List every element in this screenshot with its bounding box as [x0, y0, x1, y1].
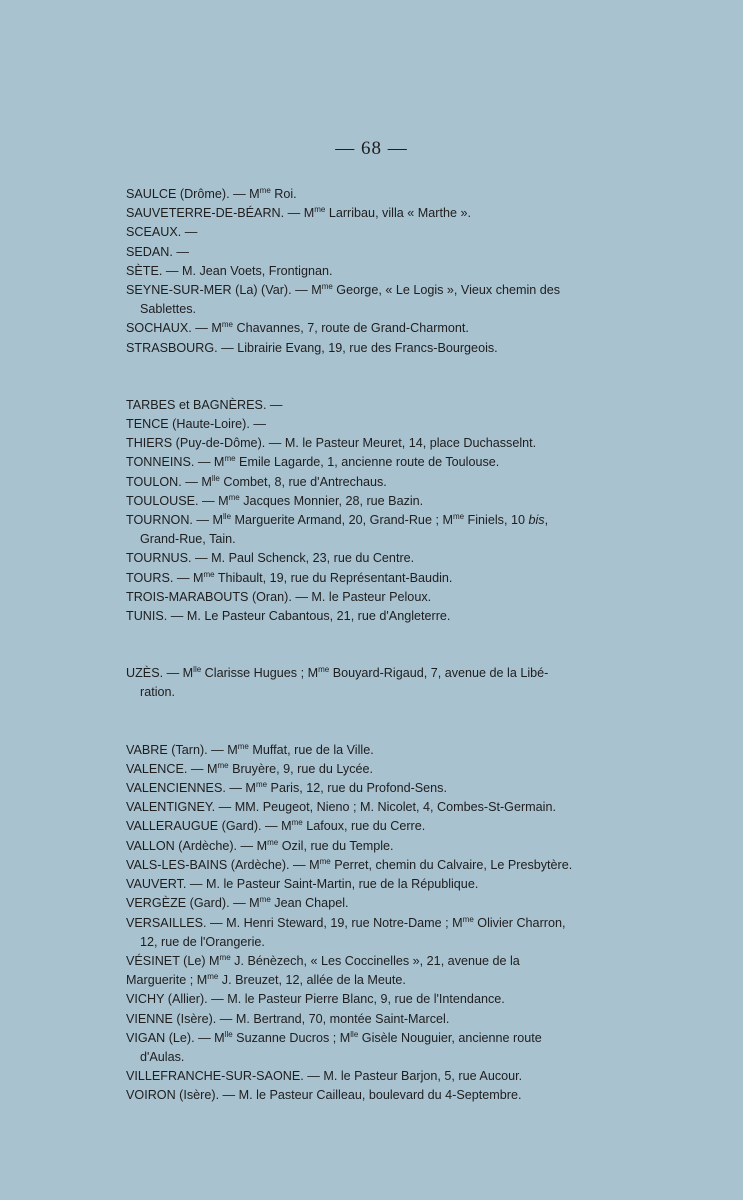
- entry-text: STRASBOURG. — Librairie Evang, 19, rue des Francs-Bourgeois.: [126, 340, 498, 355]
- entry-text: TONNEINS. — $M^{me}$ Emile Lagarde, 1, ancienne route de Toulouse.: [126, 454, 500, 470]
- directory-entry: [126, 453, 659, 472]
- entry-continuation: 12, rue de l'Orangerie.: [140, 934, 265, 949]
- directory-entry: [126, 1010, 659, 1029]
- directory-entry: [126, 875, 659, 894]
- directory-entry: [126, 281, 659, 319]
- directory-entry: [126, 262, 659, 281]
- entry-text: SEYNE-SUR-MER (La) (Var). — $M^{me}$ George, « Le Logis », Vieux chemin des: [126, 282, 561, 298]
- directory-entry: [126, 396, 659, 415]
- entry-text: SCEAUX. —: [126, 225, 198, 240]
- entry-text: VÉSINET (Le) $M^{me}$ J. Bénèzech, « Les Coccinelles », 21, avenue de la: [126, 952, 520, 968]
- directory-entry: [126, 664, 659, 702]
- directory-entry: [126, 779, 659, 798]
- letter-section: [126, 741, 659, 1106]
- entry-text: TUNIS. — M. Le Pasteur Cabantous, 21, rue d'Angleterre.: [126, 609, 451, 624]
- entry-text: THIERS (Puy-de-Dôme). — M. le Pasteur Meuret, 14, place Duchasselnt.: [126, 436, 537, 451]
- section-gap: [126, 626, 659, 664]
- directory-entry: [126, 204, 659, 223]
- directory-entry: [126, 856, 659, 875]
- directory-entry: [126, 588, 659, 607]
- directory-entry: [126, 185, 659, 204]
- entry-text: VABRE (Tarn). — $M^{me}$ Muffat, rue de la Ville.: [126, 741, 374, 757]
- entry-text: UZÈS. — $M^{lle}$ Clarisse Hugues ; $M^{me}$ Bouyard-Rigaud, 7, avenue de la Libé-: [126, 665, 549, 681]
- directory-entry: [126, 894, 659, 913]
- entry-text: TOULON. — $M^{lle}$ Combet, 8, rue d'Antrechaus.: [126, 473, 387, 489]
- section-gap: [126, 358, 659, 396]
- entry-continuation: ration.: [140, 685, 176, 700]
- entry-text: VIGAN (Le). — $M^{lle}$ Suzanne Ducros ; $M^{lle}$ Gisèle Nouguier, ancienne route: [126, 1029, 542, 1045]
- entry-text: TENCE (Haute-Loire). —: [126, 417, 266, 432]
- directory-entry: [126, 990, 659, 1009]
- entry-text: VILLEFRANCHE-SUR-SAONE. — M. le Pasteur Barjon, 5, rue Aucour.: [126, 1069, 523, 1084]
- directory-entry: [126, 817, 659, 836]
- entry-text: TARBES et BAGNÈRES. —: [126, 397, 283, 412]
- directory-entry: [126, 837, 659, 856]
- letter-section: [126, 396, 659, 626]
- entry-text: SAUVETERRE-DE-BÉARN. — $M^{me}$ Larribau, villa « Marthe ».: [126, 205, 471, 221]
- entry-text: SAULCE (Drôme). — $M^{me}$ Roi.: [126, 186, 297, 201]
- entry-text: SEDAN. —: [126, 244, 189, 259]
- entry-text: VALLERAUGUE (Gard). — $M^{me}$ Lafoux, rue du Cerre.: [126, 818, 426, 834]
- directory-entry: [126, 243, 659, 262]
- entry-text: TOURNUS. — M. Paul Schenck, 23, rue du Centre.: [126, 551, 415, 566]
- page-number: — 68 —: [335, 138, 408, 159]
- entry-continuation: Marguerite ; $M^{me}$ J. Breuzet, 12, allée de la Meute.: [126, 972, 406, 988]
- directory-entry: [126, 952, 659, 990]
- entry-text: VICHY (Allier). — M. le Pasteur Pierre Blanc, 9, rue de l'Intendance.: [126, 992, 505, 1007]
- entry-text: VALS-LES-BAINS (Ardèche). — $M^{me}$ Perret, chemin du Calvaire, Le Presbytère.: [126, 856, 573, 872]
- entry-text: VOIRON (Isère). — M. le Pasteur Cailleau, boulevard du 4-Septembre.: [126, 1088, 522, 1103]
- entry-text: TOULOUSE. — $M^{me}$ Jacques Monnier, 28, rue Bazin.: [126, 492, 424, 508]
- entry-text: SOCHAUX. — $M^{me}$ Chavannes, 7, route de Grand-Charmont.: [126, 320, 469, 336]
- directory-entry: [126, 492, 659, 511]
- directory-entry: [126, 339, 659, 358]
- entry-continuation: d'Aulas.: [140, 1049, 185, 1064]
- directory-entry: [126, 434, 659, 453]
- section-gap: [126, 703, 659, 741]
- entry-text: VERSAILLES. — M. Henri Steward, 19, rue Notre-Dame ; $M^{me}$ Olivier Charron,: [126, 914, 566, 930]
- directory-entries: [126, 185, 659, 1106]
- directory-entry: [126, 741, 659, 760]
- entry-text: TOURNON. — $M^{lle}$ Marguerite Armand, 20, Grand-Rue ; $M^{me}$ Finiels, 10 bis,: [126, 512, 549, 528]
- directory-entry: [126, 223, 659, 242]
- directory-entry: [126, 1067, 659, 1086]
- directory-entry: [126, 415, 659, 434]
- entry-continuation: Sablettes.: [140, 302, 197, 317]
- entry-text: VALENTIGNEY. — MM. Peugeot, Nieno ; M. Nicolet, 4, Combes-St-Germain.: [126, 800, 556, 815]
- entry-text: TROIS-MARABOUTS (Oran). — M. le Pasteur Peloux.: [126, 589, 432, 604]
- directory-entry: [126, 798, 659, 817]
- directory-entry: [126, 1029, 659, 1067]
- entry-text: VERGÈZE (Gard). — $M^{me}$ Jean Chapel.: [126, 895, 349, 911]
- directory-entry: [126, 569, 659, 588]
- directory-entry: [126, 473, 659, 492]
- directory-entry: [126, 760, 659, 779]
- entry-text: SÈTE. — M. Jean Voets, Frontignan.: [126, 263, 333, 278]
- directory-entry: [126, 549, 659, 568]
- entry-text: VALENCE. — $M^{me}$ Bruyère, 9, rue du Lycée.: [126, 760, 374, 776]
- directory-entry: [126, 914, 659, 952]
- directory-entry: [126, 1086, 659, 1105]
- letter-section: [126, 664, 659, 702]
- entry-text: VAUVERT. — M. le Pasteur Saint-Martin, rue de la République.: [126, 877, 479, 892]
- directory-entry: [126, 607, 659, 626]
- letter-section: [126, 185, 659, 358]
- entry-text: VALENCIENNES. — $M^{me}$ Paris, 12, rue du Profond-Sens.: [126, 780, 447, 796]
- entry-text: VALLON (Ardèche). — $M^{me}$ Ozil, rue du Temple.: [126, 837, 394, 853]
- entry-text: VIENNE (Isère). — M. Bertrand, 70, montée Saint-Marcel.: [126, 1011, 450, 1026]
- entry-continuation: Grand-Rue, Tain.: [140, 532, 236, 547]
- directory-entry: [126, 319, 659, 338]
- directory-entry: [126, 511, 659, 549]
- entry-text: TOURS. — $M^{me}$ Thibault, 19, rue du Représentant-Baudin.: [126, 569, 453, 585]
